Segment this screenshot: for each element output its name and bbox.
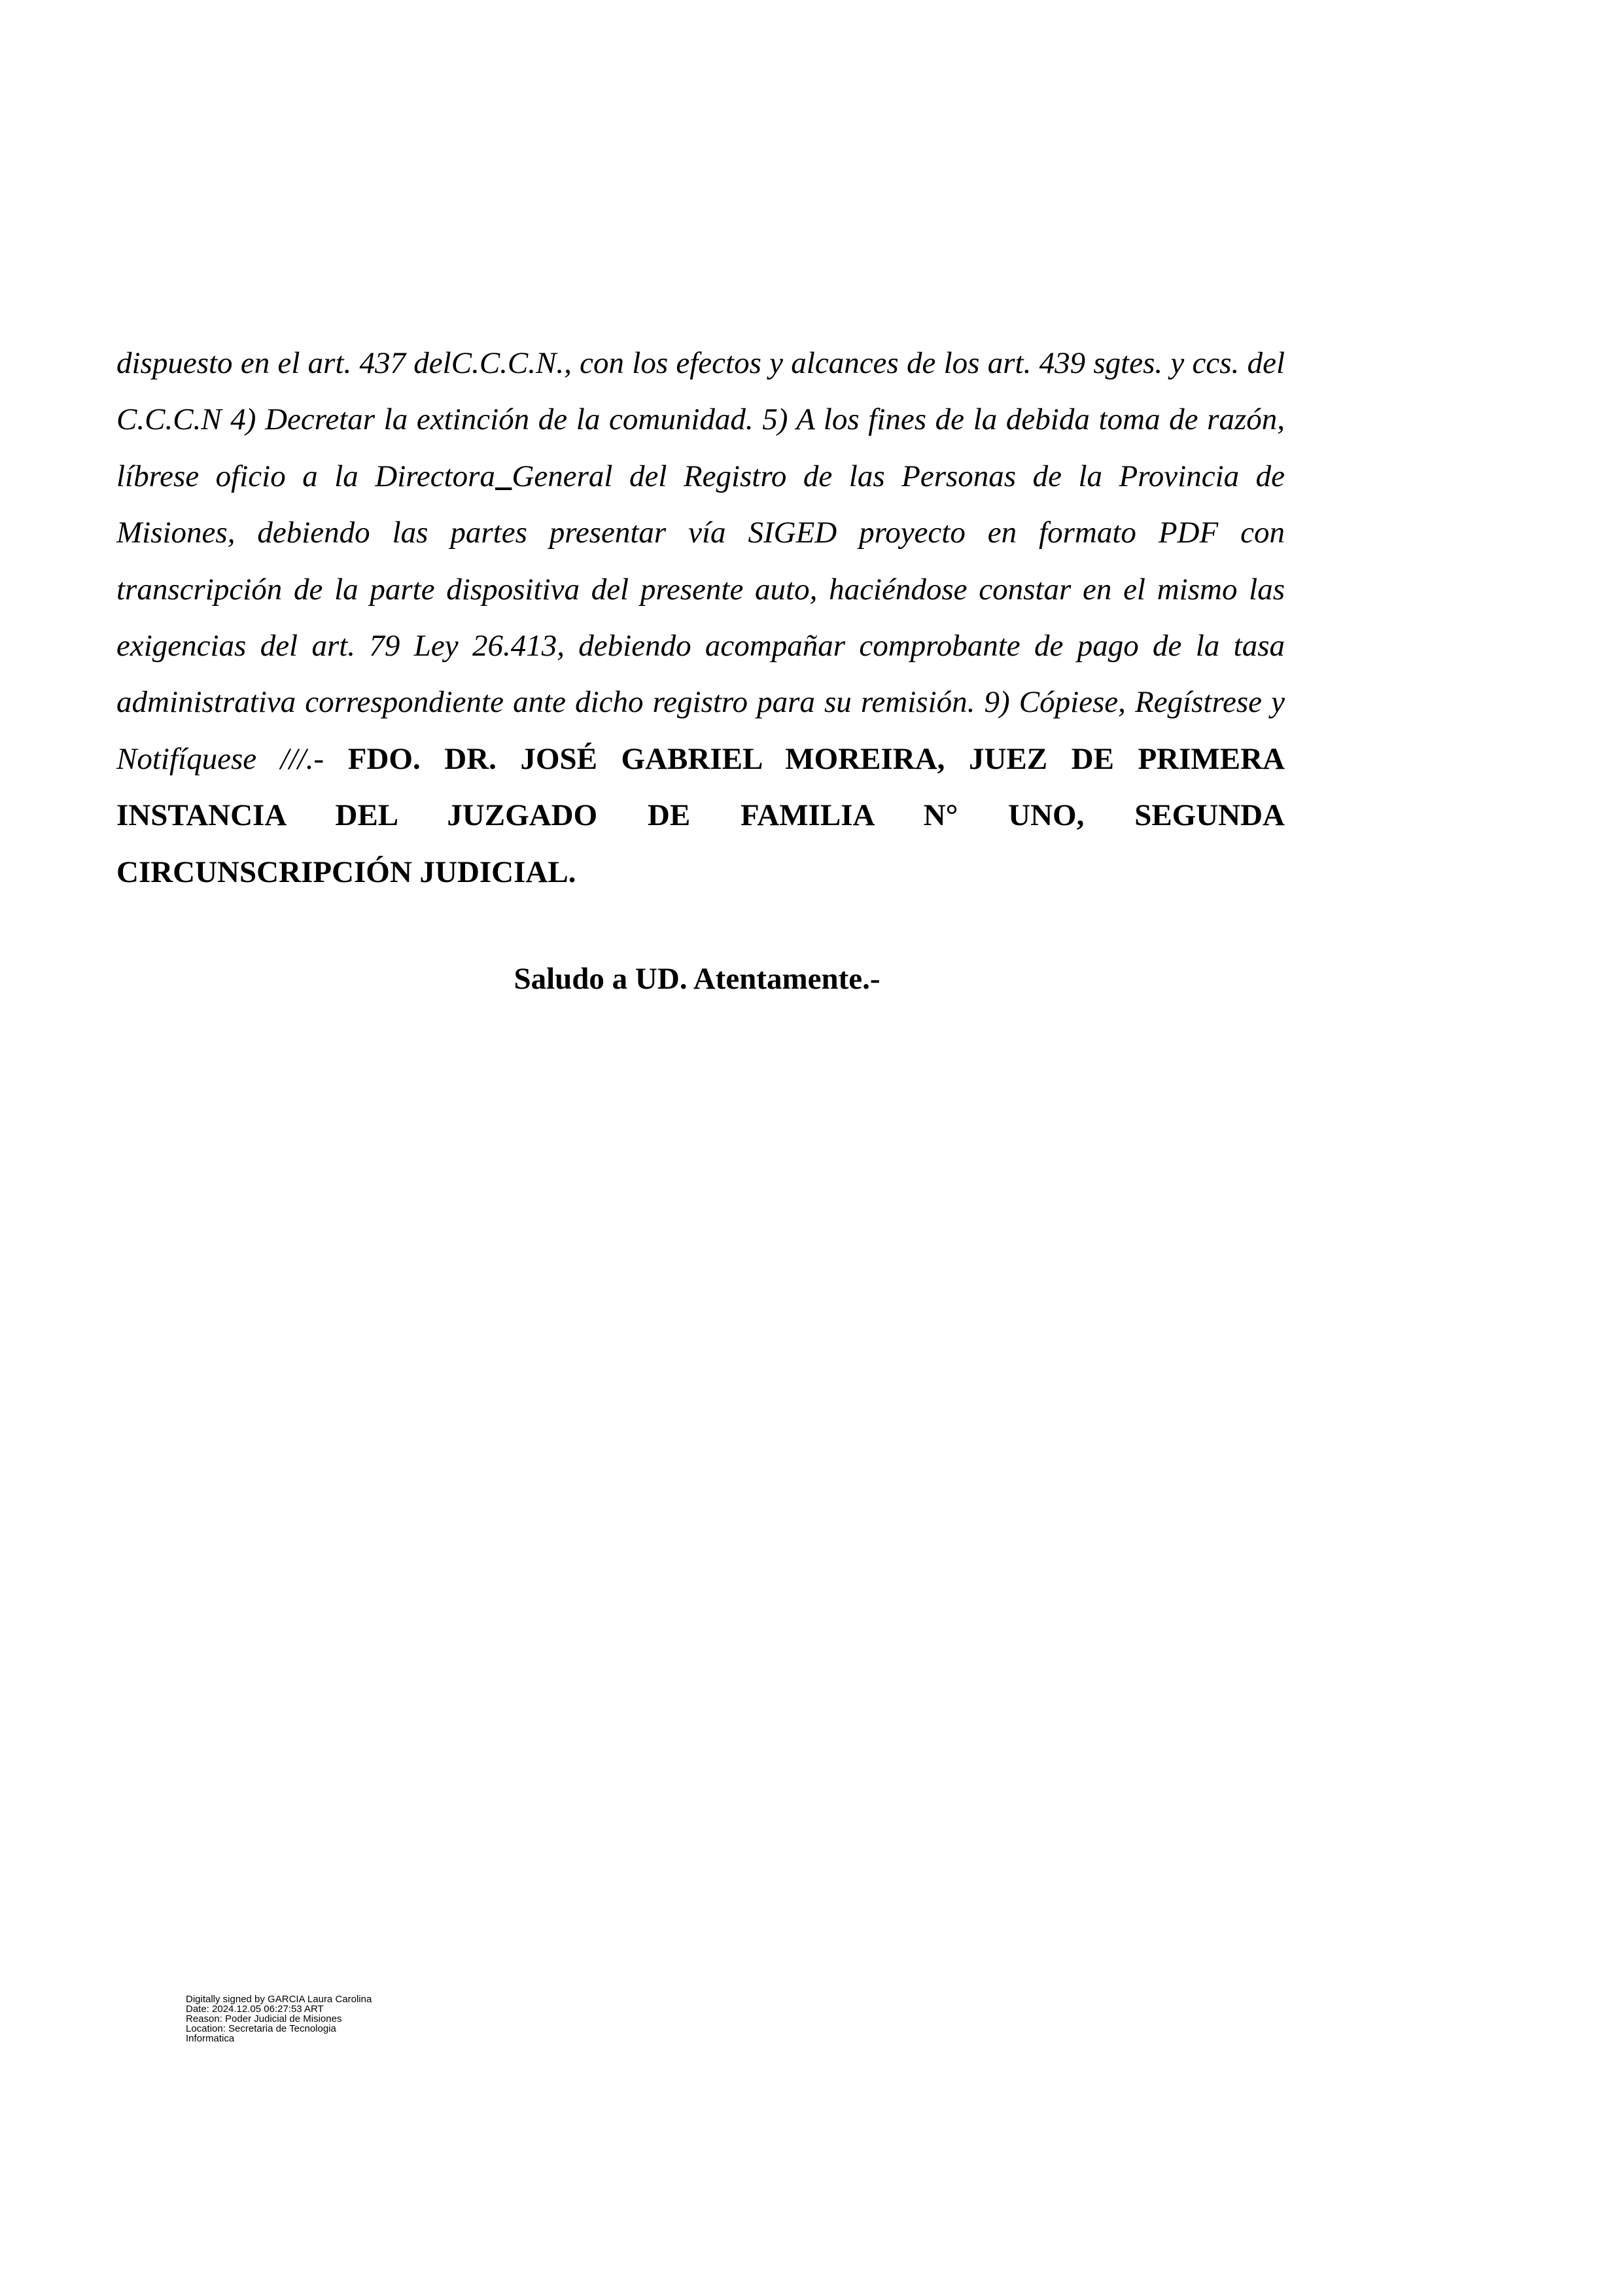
signature-date: Date: 2024.12.05 06:27:53 ART	[186, 2004, 324, 2015]
paragraph-line-1: dispuesto en el art. 437 delC.C.C.N., con los efectos y alcances de los art. 439 sgtes. y	[116, 346, 1185, 380]
paragraph-underscore	[495, 459, 512, 493]
paragraph-line-7: pago de la tasa administrativa correspondiente ante dicho registro para su remisión. 9)	[116, 629, 1285, 720]
signature-signed-by: Digitally signed by GARCIA Laura Carolina	[186, 1994, 372, 2005]
signature-location-cont: Informatica	[186, 2033, 235, 2044]
body-paragraph	[116, 335, 1285, 900]
paragraph-line-5: PDF con transcripción de la parte dispositiva del presente auto, haciéndose constar en	[116, 516, 1285, 607]
digital-signature-block	[186, 1994, 372, 2043]
closing-salutation: Saludo a UD. Atentamente.-	[514, 962, 881, 996]
judge-signature-line-1: FDO. DR. JOSÉ GABRIEL MOREIRA,	[347, 741, 945, 776]
judge-signature-line-3: SEGUNDA CIRCUNSCRIPCIÓN JUDICIAL.	[116, 798, 1285, 889]
paragraph-line-4: Provincia de Misiones, debiendo las partes presentar vía SIGED proyecto en formato	[116, 459, 1285, 550]
signature-location: Location: Secretaria de Tecnologia	[186, 2023, 336, 2034]
paragraph-line-3b: General del Registro de las Personas de la	[512, 459, 1103, 493]
paragraph-line-3a: toma de razón, líbrese oficio a la Directora	[116, 402, 1285, 493]
signature-reason: Reason: Poder Judicial de Misiones	[186, 2013, 342, 2024]
paragraph-line-2: ccs. del C.C.C.N 4) Decretar la extinción de la comunidad. 5) A los fines de la debida	[116, 346, 1285, 437]
paragraph-line-6: el mismo las exigencias del art. 79 Ley 26.413, debiendo acompañar comprobante de	[116, 572, 1285, 663]
judge-signature-line-2: JUEZ DE PRIMERA INSTANCIA DEL JUZGADO DE FAMILIA N° UNO,	[116, 741, 1285, 833]
paragraph-line-8-italic: Cópiese, Regístrese y Notifíquese ///.-	[116, 685, 1285, 776]
